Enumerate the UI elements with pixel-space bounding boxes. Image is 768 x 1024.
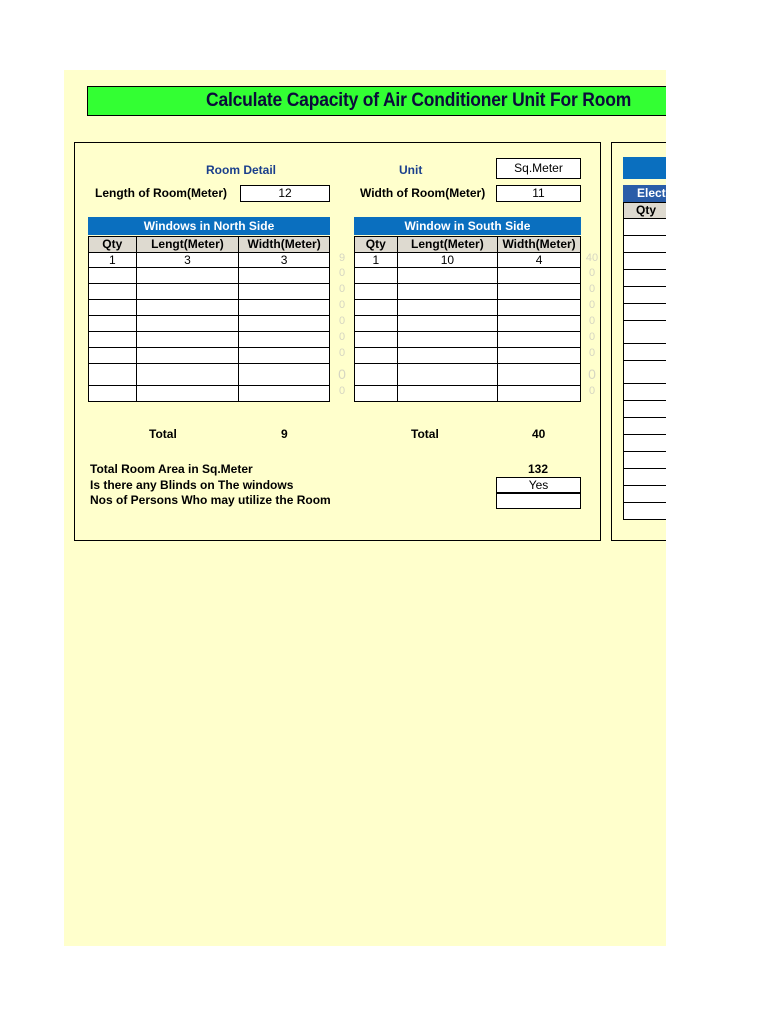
computed-area: 0 — [338, 315, 346, 327]
column-header: Qty — [89, 237, 137, 253]
table-row — [89, 364, 330, 386]
room-area-value: 132 — [528, 462, 549, 476]
south-windows-table — [354, 236, 581, 402]
table-cell[interactable] — [239, 332, 330, 348]
table-cell[interactable] — [397, 332, 498, 348]
table-row — [624, 361, 667, 384]
table-cell[interactable] — [89, 284, 137, 300]
computed-area: 0 — [588, 267, 596, 279]
table-cell[interactable] — [239, 300, 330, 316]
table-cell[interactable] — [89, 364, 137, 386]
persons-label: Nos of Persons Who may utilize the Room — [90, 493, 331, 507]
table-cell[interactable] — [89, 332, 137, 348]
persons-input[interactable] — [496, 493, 581, 509]
column-header: Lengt(Meter) — [397, 237, 498, 253]
column-header: Qty — [355, 237, 398, 253]
electrical-header-bar — [623, 157, 666, 179]
computed-area: 0 — [338, 347, 346, 359]
electrical-table — [623, 202, 666, 520]
table-cell[interactable] — [355, 316, 398, 332]
column-header: Lengt(Meter) — [136, 237, 239, 253]
table-cell[interactable] — [498, 364, 581, 386]
table-cell[interactable] — [624, 321, 667, 344]
table-cell[interactable]: 4 — [498, 253, 581, 268]
table-cell[interactable] — [624, 361, 667, 384]
south-total-value: 40 — [532, 427, 546, 441]
table-cell[interactable]: 1 — [355, 253, 398, 268]
column-header: Width(Meter) — [239, 237, 330, 253]
table-row — [355, 253, 581, 268]
table-header-row — [355, 237, 581, 253]
table-row — [89, 253, 330, 268]
table-header-row — [89, 237, 330, 253]
table-row — [624, 236, 667, 253]
table-cell[interactable] — [498, 300, 581, 316]
table-cell[interactable] — [397, 284, 498, 300]
computed-area: 0 — [588, 283, 596, 295]
column-header: Qty — [624, 203, 667, 219]
computed-area: 0 — [338, 299, 346, 311]
south-total-label: Total — [411, 427, 439, 441]
table-header-row — [624, 203, 667, 219]
table-row — [355, 348, 581, 364]
unit-select[interactable]: Sq.Meter — [496, 158, 581, 179]
table-cell[interactable] — [397, 364, 498, 386]
table-cell[interactable] — [355, 332, 398, 348]
table-cell[interactable] — [498, 268, 581, 284]
table-row — [355, 268, 581, 284]
table-cell[interactable] — [624, 270, 667, 287]
computed-area: 0 — [588, 347, 596, 359]
table-cell[interactable] — [136, 316, 239, 332]
table-row — [89, 316, 330, 332]
table-cell[interactable] — [355, 386, 398, 402]
table-cell[interactable] — [498, 386, 581, 402]
table-row — [355, 300, 581, 316]
table-row — [624, 418, 667, 435]
unit-label: Unit — [399, 163, 423, 177]
table-cell[interactable] — [355, 364, 398, 386]
title-bar — [87, 86, 666, 116]
column-header: Width(Meter) — [498, 237, 581, 253]
table-cell[interactable] — [498, 348, 581, 364]
electrical-title: Elect — [623, 185, 666, 202]
table-row — [355, 284, 581, 300]
computed-area: 0 — [338, 366, 346, 382]
table-cell[interactable] — [397, 316, 498, 332]
table-cell[interactable] — [624, 469, 667, 486]
computed-area: 0 — [338, 331, 346, 343]
south-windows-title: Window in South Side — [354, 217, 581, 235]
table-row — [624, 321, 667, 344]
computed-area: 0 — [588, 385, 596, 397]
table-cell[interactable] — [136, 300, 239, 316]
table-cell[interactable] — [624, 503, 667, 520]
table-row — [89, 268, 330, 284]
table-cell[interactable] — [239, 364, 330, 386]
table-cell[interactable] — [136, 268, 239, 284]
table-row — [624, 469, 667, 486]
table-cell[interactable] — [355, 268, 398, 284]
width-input[interactable]: 11 — [496, 185, 581, 202]
table-row — [624, 344, 667, 361]
table-row — [624, 435, 667, 452]
table-cell[interactable] — [89, 348, 137, 364]
table-row — [89, 300, 330, 316]
table-cell[interactable] — [239, 268, 330, 284]
computed-area: 40 — [585, 252, 599, 264]
length-input[interactable]: 12 — [240, 185, 330, 202]
table-cell[interactable]: 10 — [397, 253, 498, 268]
table-cell[interactable] — [624, 452, 667, 469]
table-cell[interactable] — [624, 418, 667, 435]
table-cell[interactable] — [498, 332, 581, 348]
length-label: Length of Room(Meter) — [95, 186, 227, 200]
table-row — [89, 386, 330, 402]
table-cell[interactable] — [239, 386, 330, 402]
table-cell[interactable] — [136, 332, 239, 348]
table-cell[interactable] — [498, 284, 581, 300]
computed-area: 0 — [338, 385, 346, 397]
table-cell[interactable] — [624, 287, 667, 304]
table-cell[interactable] — [624, 219, 667, 236]
table-cell[interactable] — [624, 401, 667, 418]
table-row — [89, 348, 330, 364]
table-row — [624, 503, 667, 520]
room-detail-heading: Room Detail — [206, 163, 277, 177]
table-cell[interactable] — [397, 268, 498, 284]
room-area-label: Total Room Area in Sq.Meter — [90, 462, 253, 476]
computed-area: 0 — [588, 299, 596, 311]
north-windows-table — [88, 236, 330, 402]
table-cell[interactable] — [397, 300, 498, 316]
table-row — [624, 452, 667, 469]
page-title: Calculate Capacity of Air Conditioner Unit For Room — [206, 90, 632, 111]
table-row — [624, 486, 667, 503]
table-cell[interactable] — [624, 344, 667, 361]
table-row — [624, 270, 667, 287]
table-cell[interactable] — [624, 253, 667, 270]
north-total-value: 9 — [281, 427, 288, 441]
computed-area: 0 — [588, 331, 596, 343]
table-cell[interactable] — [355, 300, 398, 316]
table-cell[interactable] — [397, 386, 498, 402]
computed-area: 0 — [338, 267, 346, 279]
table-cell[interactable] — [355, 284, 398, 300]
table-cell[interactable] — [624, 236, 667, 253]
table-cell[interactable] — [136, 284, 239, 300]
table-cell[interactable] — [397, 348, 498, 364]
table-cell[interactable] — [89, 316, 137, 332]
table-cell[interactable] — [239, 316, 330, 332]
width-label: Width of Room(Meter) — [360, 186, 486, 200]
computed-area: 0 — [588, 315, 596, 327]
table-cell[interactable] — [239, 284, 330, 300]
blinds-label: Is there any Blinds on The windows — [90, 478, 294, 492]
table-row — [355, 316, 581, 332]
spreadsheet-sheet — [64, 70, 666, 946]
table-cell[interactable]: 3 — [239, 253, 330, 268]
table-row — [355, 386, 581, 402]
table-cell[interactable] — [624, 435, 667, 452]
table-cell[interactable] — [355, 348, 398, 364]
table-cell[interactable] — [624, 486, 667, 503]
computed-area: 0 — [338, 283, 346, 295]
table-row — [355, 332, 581, 348]
table-cell[interactable] — [89, 300, 137, 316]
table-row — [624, 401, 667, 418]
table-cell[interactable] — [136, 348, 239, 364]
computed-area: 9 — [338, 252, 346, 264]
table-cell[interactable] — [239, 348, 330, 364]
north-windows-title: Windows in North Side — [88, 217, 330, 235]
table-cell[interactable] — [136, 386, 239, 402]
table-cell[interactable] — [89, 268, 137, 284]
table-cell[interactable] — [624, 304, 667, 321]
table-row — [624, 253, 667, 270]
table-row — [624, 219, 667, 236]
table-cell[interactable]: 1 — [89, 253, 137, 268]
table-cell[interactable] — [89, 386, 137, 402]
table-cell[interactable] — [136, 364, 239, 386]
blinds-select[interactable]: Yes — [496, 477, 581, 493]
computed-area: 0 — [588, 366, 596, 382]
table-row — [624, 304, 667, 321]
table-cell[interactable] — [498, 316, 581, 332]
table-row — [355, 364, 581, 386]
table-row — [89, 284, 330, 300]
table-row — [89, 332, 330, 348]
table-row — [624, 384, 667, 401]
table-cell[interactable] — [624, 384, 667, 401]
table-row — [624, 287, 667, 304]
north-total-label: Total — [149, 427, 177, 441]
table-cell[interactable]: 3 — [136, 253, 239, 268]
